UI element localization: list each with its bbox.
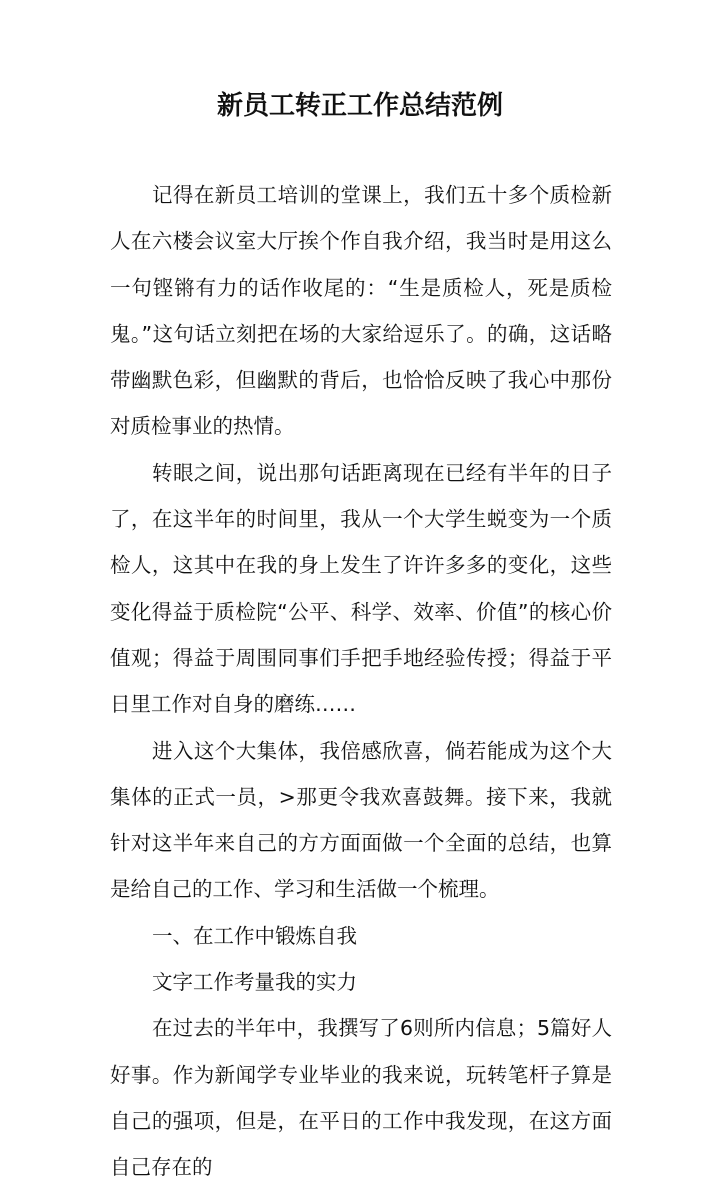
paragraph-intro: 记得在新员工培训的堂课上，我们五十多个质检新人在六楼会议室大厅挨个作自我介绍，我当时是用这么一句铿锵有力的话作收尾的：“生是质检人，死是质检鬼。”这句话立刻把在场的大家给逗乐了。的确，这话略带幽默色彩，但幽默的背后，也恰恰反映了我心中那份对质检事业的热情。 [110, 183, 612, 439]
paragraph-join-collective: 进入这个大集体，我倍感欣喜，倘若能成为这个大集体的正式一员，>那更令我欢喜鼓舞。接下来，我就针对这半年来自己的方方面面做一个全面的总结，也算是给自己的工作、学习和生活做一个梳理。 [110, 738, 612, 902]
subheading-writing: 文字工作考量我的实力 [152, 970, 358, 995]
document-body [110, 172, 612, 1191]
section-heading-work: 一、在工作中锻炼自我 [152, 923, 358, 948]
paragraph-writing-work: 在过去的半年中，我撰写了6则所内信息；5篇好人好事。作为新闻学专业毕业的我来说，玩转笔杆子算是自己的强项，但是，在平日的工作中我发现，在这方面自己存在的 [110, 1016, 612, 1180]
document-title: 新员工转正工作总结范例 [216, 91, 503, 121]
paragraph-half-year: 转眼之间，说出那句话距离现在已经有半年的日子了，在这半年的时间里，我从一个大学生蜕变为一个质检人，这其中在我的身上发生了许许多多的变化，这些变化得益于质检院“公平、科学、效率、价值”的核心价值观；得益于周围同事们手把手地经验传授；得益于平日里工作对自身的磨练…… [110, 460, 612, 717]
